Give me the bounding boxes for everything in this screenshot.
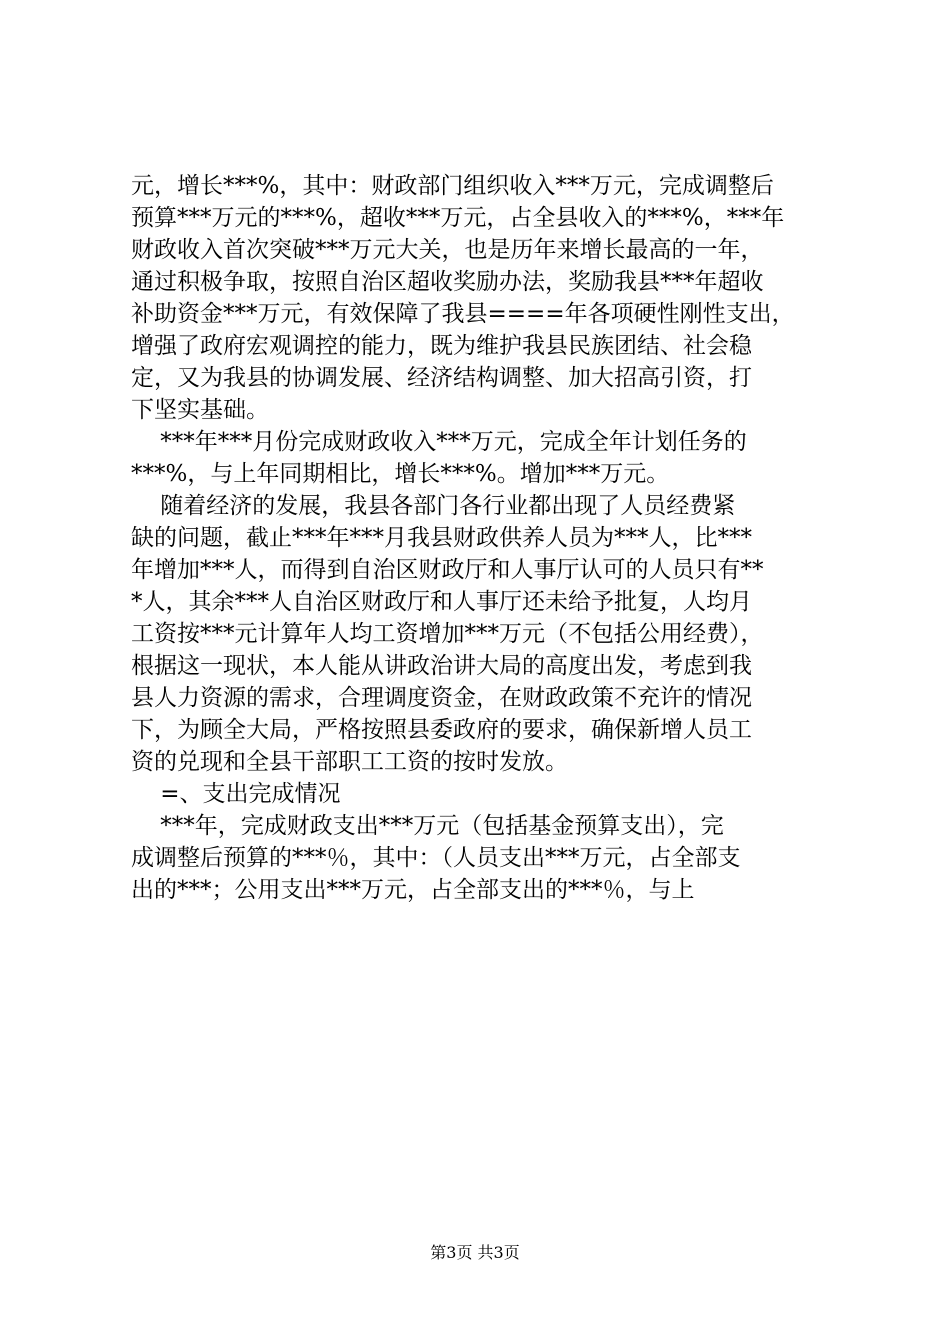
body-line: 成调整后预算的***％，其中：（人员支出***万元，占全部支	[131, 845, 741, 871]
body-line: 下，为顾全大局，严格按照县委政府的要求，确保新增人员工	[131, 717, 752, 743]
body-line: 资的兑现和全县干部职工工资的按时发放。	[131, 749, 568, 775]
section-heading: =、支出完成情况	[131, 781, 341, 807]
body-line: 年增加***人，而得到自治区财政厅和人事厅认可的人员只有**	[131, 557, 764, 583]
body-line: 定，又为我县的协调发展、经济结构调整、加大招高引资，打	[131, 365, 752, 391]
body-line: ***%，与上年同期相比，增长***%。增加***万元。	[131, 461, 670, 487]
body-line: 元，增长***%，其中：财政部门组织收入***万元，完成调整后	[131, 173, 774, 199]
body-line: 随着经济的发展，我县各部门各行业都出现了人员经费紧	[131, 493, 736, 519]
body-line: 增强了政府宏观调控的能力，既为维护我县民族团结、社会稳	[131, 333, 752, 359]
body-line: 出的***；公用支出***万元，占全部支出的***％，与上	[131, 877, 695, 903]
page-number: 第3页 共3页	[430, 1243, 520, 1262]
body-line: *人，其余***人自治区财政厅和人事厅还未给予批复，人均月	[131, 589, 752, 615]
body-line: 缺的问题，截止***年***月我县财政供养人员为***人，比***	[131, 525, 752, 551]
body-line: 财政收入首次突破***万元大关，也是历年来增长最高的一年，	[131, 237, 764, 263]
body-line: 根据这一现状，本人能从讲政治讲大局的高度出发，考虑到我	[131, 653, 752, 679]
body-line: ***年***月份完成财政收入***万元，完成全年计划任务的	[131, 429, 747, 455]
body-line: ***年，完成财政支出***万元（包括基金预算支出），完	[131, 813, 724, 839]
body-line: 工资按***元计算年人均工资增加***万元（不包括公用经费），	[131, 621, 764, 647]
body-line: 补助资金***万元，有效保障了我县====年各项硬性刚性支出，	[131, 301, 795, 327]
document-body	[131, 170, 831, 906]
body-line: 预算***万元的***%，超收***万元，占全县收入的***%，***年	[131, 205, 785, 231]
body-line: 县人力资源的需求，合理调度资金，在财政政策不充许的情况	[131, 685, 752, 711]
body-line: 下坚实基础。	[131, 397, 269, 423]
body-line: 通过积极争取，按照自治区超收奖励办法，奖励我县***年超收	[131, 269, 764, 295]
